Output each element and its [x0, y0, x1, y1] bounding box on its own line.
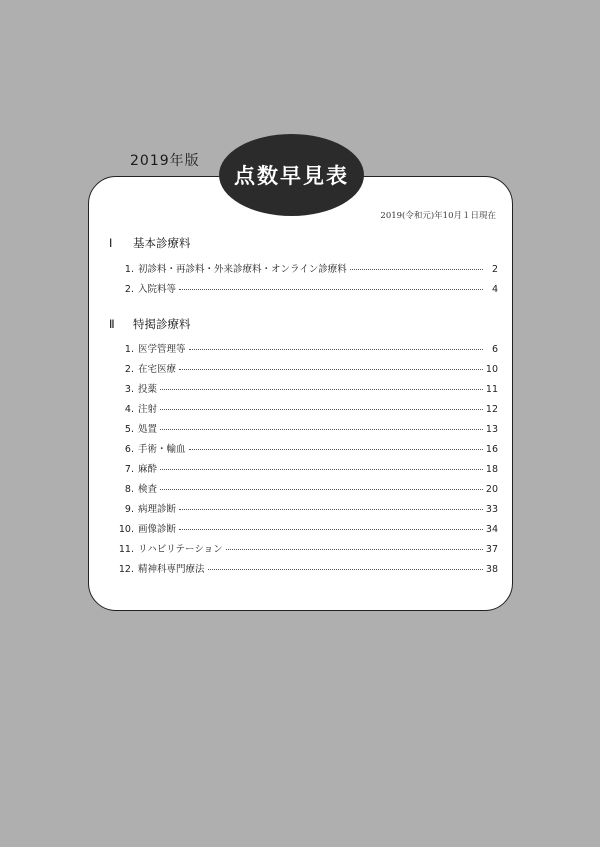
toc-entry-index: 1.: [124, 344, 134, 355]
as-of-date: 2019(令和元)年10月１日現在: [380, 211, 496, 221]
toc-entry[interactable]: [115, 421, 498, 435]
toc-entry[interactable]: [115, 361, 498, 375]
dot-leader: [160, 389, 483, 390]
dot-leader: [189, 349, 483, 350]
toc-entry[interactable]: [115, 381, 498, 395]
toc-entry[interactable]: [115, 441, 498, 455]
section-number: Ⅱ: [109, 317, 115, 331]
section-heading-specific: [109, 316, 191, 332]
toc-entry-page: 2: [491, 264, 498, 275]
toc-entry-label: 処置: [138, 424, 158, 435]
toc-entry-label: 初診料・再診料・外来診療料・オンライン診療料: [138, 264, 347, 275]
toc-entry[interactable]: [115, 401, 498, 415]
toc-entry-index: 10.: [118, 524, 134, 535]
toc-entry[interactable]: [115, 501, 498, 515]
toc-entry-index: 2.: [124, 284, 134, 295]
toc-entry-index: 5.: [124, 424, 134, 435]
toc-entry[interactable]: [115, 281, 498, 295]
dot-leader: [179, 509, 483, 510]
section-heading-basic: [109, 235, 191, 251]
title-badge: [219, 134, 364, 216]
toc-entry-label: 注射: [138, 404, 158, 415]
toc-entry-label: 麻酔: [138, 464, 158, 475]
toc-entry-page: 10: [485, 364, 498, 375]
toc-entry-page: 34: [485, 524, 498, 535]
toc-entry-label: 画像診断: [138, 524, 177, 535]
edition-label: 2019年版: [130, 153, 200, 169]
toc-entry-index: 3.: [124, 384, 134, 395]
toc-entry-index: 7.: [124, 464, 134, 475]
toc-entry-page: 16: [485, 444, 498, 455]
toc-entry[interactable]: [115, 521, 498, 535]
dot-leader: [179, 289, 483, 290]
dot-leader: [160, 489, 483, 490]
toc-entry-index: 6.: [124, 444, 134, 455]
toc-entry-page: 38: [485, 564, 498, 575]
toc-entry-page: 18: [485, 464, 498, 475]
toc-entry-index: 8.: [124, 484, 134, 495]
toc-entry[interactable]: [115, 261, 498, 275]
toc-entry-index: 4.: [124, 404, 134, 415]
toc-entry-label: 検査: [138, 484, 158, 495]
toc-entry[interactable]: [115, 341, 498, 355]
toc-card: [88, 176, 513, 611]
section-title: 特掲診療料: [133, 317, 191, 331]
toc-entry-label: リハビリテーション: [138, 544, 223, 555]
toc-entry[interactable]: [115, 541, 498, 555]
toc-entry-label: 精神科専門療法: [138, 564, 205, 575]
toc-entry-page: 20: [485, 484, 498, 495]
toc-entry-page: 12: [485, 404, 498, 415]
toc-entry[interactable]: [115, 481, 498, 495]
document-title: 点数早見表: [234, 164, 349, 188]
toc-entry-index: 9.: [124, 504, 134, 515]
toc-entry-page: 33: [485, 504, 498, 515]
section-number: Ⅰ: [109, 236, 113, 250]
toc-entry-index: 12.: [118, 564, 134, 575]
toc-entry-label: 医学管理等: [138, 344, 186, 355]
toc-entry-label: 手術・輸血: [138, 444, 186, 455]
toc-entry[interactable]: [115, 561, 498, 575]
toc-entry-label: 在宅医療: [138, 364, 177, 375]
dot-leader: [189, 449, 483, 450]
dot-leader: [179, 369, 483, 370]
dot-leader: [160, 429, 483, 430]
toc-entry-page: 11: [485, 384, 498, 395]
toc-entry-label: 病理診断: [138, 504, 177, 515]
toc-entry-label: 投薬: [138, 384, 158, 395]
toc-entry-index: 1.: [124, 264, 134, 275]
toc-entry-page: 4: [491, 284, 498, 295]
toc-entry-index: 11.: [118, 544, 134, 555]
dot-leader: [179, 529, 483, 530]
section-title: 基本診療料: [133, 236, 191, 250]
toc-entry-page: 13: [485, 424, 498, 435]
toc-entry-page: 6: [491, 344, 498, 355]
toc-entry-index: 2.: [124, 364, 134, 375]
dot-leader: [226, 549, 483, 550]
toc-entry[interactable]: [115, 461, 498, 475]
dot-leader: [350, 269, 483, 270]
dot-leader: [208, 569, 483, 570]
dot-leader: [160, 409, 483, 410]
dot-leader: [160, 469, 483, 470]
toc-entry-label: 入院料等: [138, 284, 177, 295]
toc-entry-page: 37: [485, 544, 498, 555]
